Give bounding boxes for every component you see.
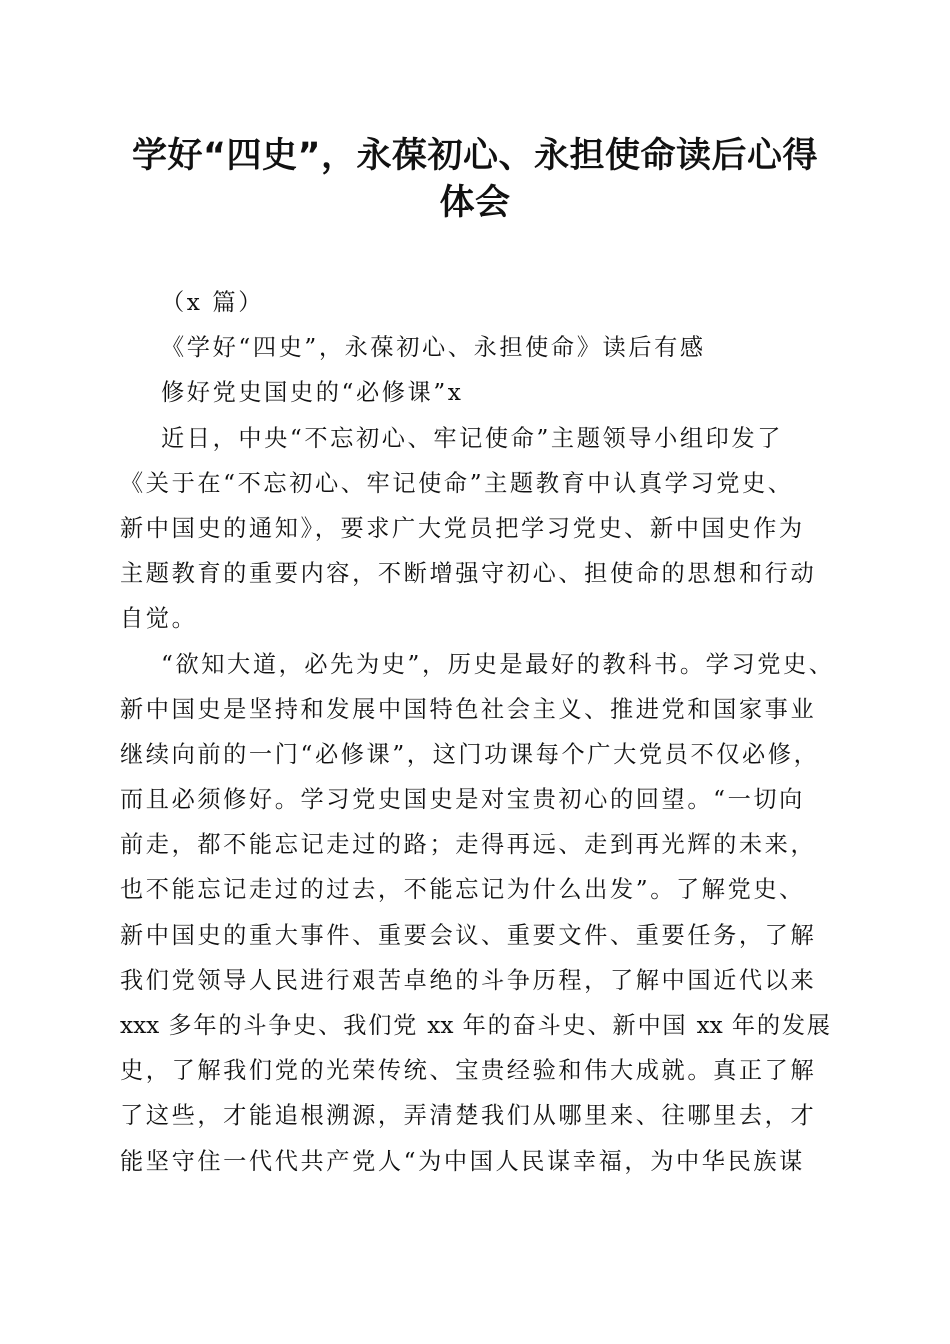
text-line: 能坚守住一代代共产党人“为中国人民谋幸福，为中华民族谋 bbox=[120, 1147, 805, 1175]
text-line: “欲知大道，必先为史”，历史是最好的教科书。学习党史、 bbox=[161, 650, 835, 678]
text-line: 近日，中央“不忘初心、牢记使命”主题领导小组印发了 bbox=[161, 424, 784, 452]
text-line: 而且必须修好。学习党史国史是对宝贵初心的回望。“一切向 bbox=[120, 786, 805, 814]
text-line: 主题教育的重要内容，不断增强守初心、担使命的思想和行动 bbox=[120, 560, 817, 588]
text-line: 了这些，才能追根溯源，弄清楚我们从哪里来、往哪里去，才 bbox=[120, 1102, 817, 1130]
title-line-2: 体会 bbox=[439, 183, 511, 223]
text-line: 新中国史的重大事件、重要会议、重要文件、重要任务，了解 bbox=[120, 921, 817, 949]
text-line: 我们党领导人民进行艰苦卓绝的斗争历程，了解中国近代以来 bbox=[120, 966, 817, 994]
text-line: 继续向前的一门“必修课”，这门功课每个广大党员不仅必修， bbox=[120, 740, 820, 768]
text-line: 《学好“四史”，永葆初心、永担使命》读后有感 bbox=[161, 334, 706, 362]
document-title bbox=[100, 133, 850, 227]
title-line-1: 学好“四史”，永葆初心、永担使命读后心得 bbox=[131, 136, 818, 176]
text-line: 修好党史国史的“必修课”x bbox=[161, 379, 464, 407]
text-line: 前走，都不能忘记走过的路；走得再远、走到再光辉的未来， bbox=[120, 831, 817, 859]
text-line: 新中国史的通知》，要求广大党员把学习党史、新中国史作为 bbox=[120, 514, 805, 542]
document-body bbox=[120, 280, 835, 1184]
text-line: （x 篇） bbox=[161, 289, 265, 316]
text-line: 自觉。 bbox=[120, 605, 198, 633]
text-line: 也不能忘记走过的过去，不能忘记为什么出发”。了解党史、 bbox=[120, 876, 805, 904]
text-line: 《关于在“不忘初心、牢记使命”主题教育中认真学习党史、 bbox=[120, 469, 794, 497]
text-line: 史，了解我们党的光荣传统、宝贵经验和伟大成就。真正了解 bbox=[120, 1057, 817, 1085]
text-line: 新中国史是坚持和发展中国特色社会主义、推进党和国家事业 bbox=[120, 695, 817, 723]
text-line: xxx 多年的斗争史、我们党 xx 年的奋斗史、新中国 xx 年的发展 bbox=[120, 1012, 830, 1039]
